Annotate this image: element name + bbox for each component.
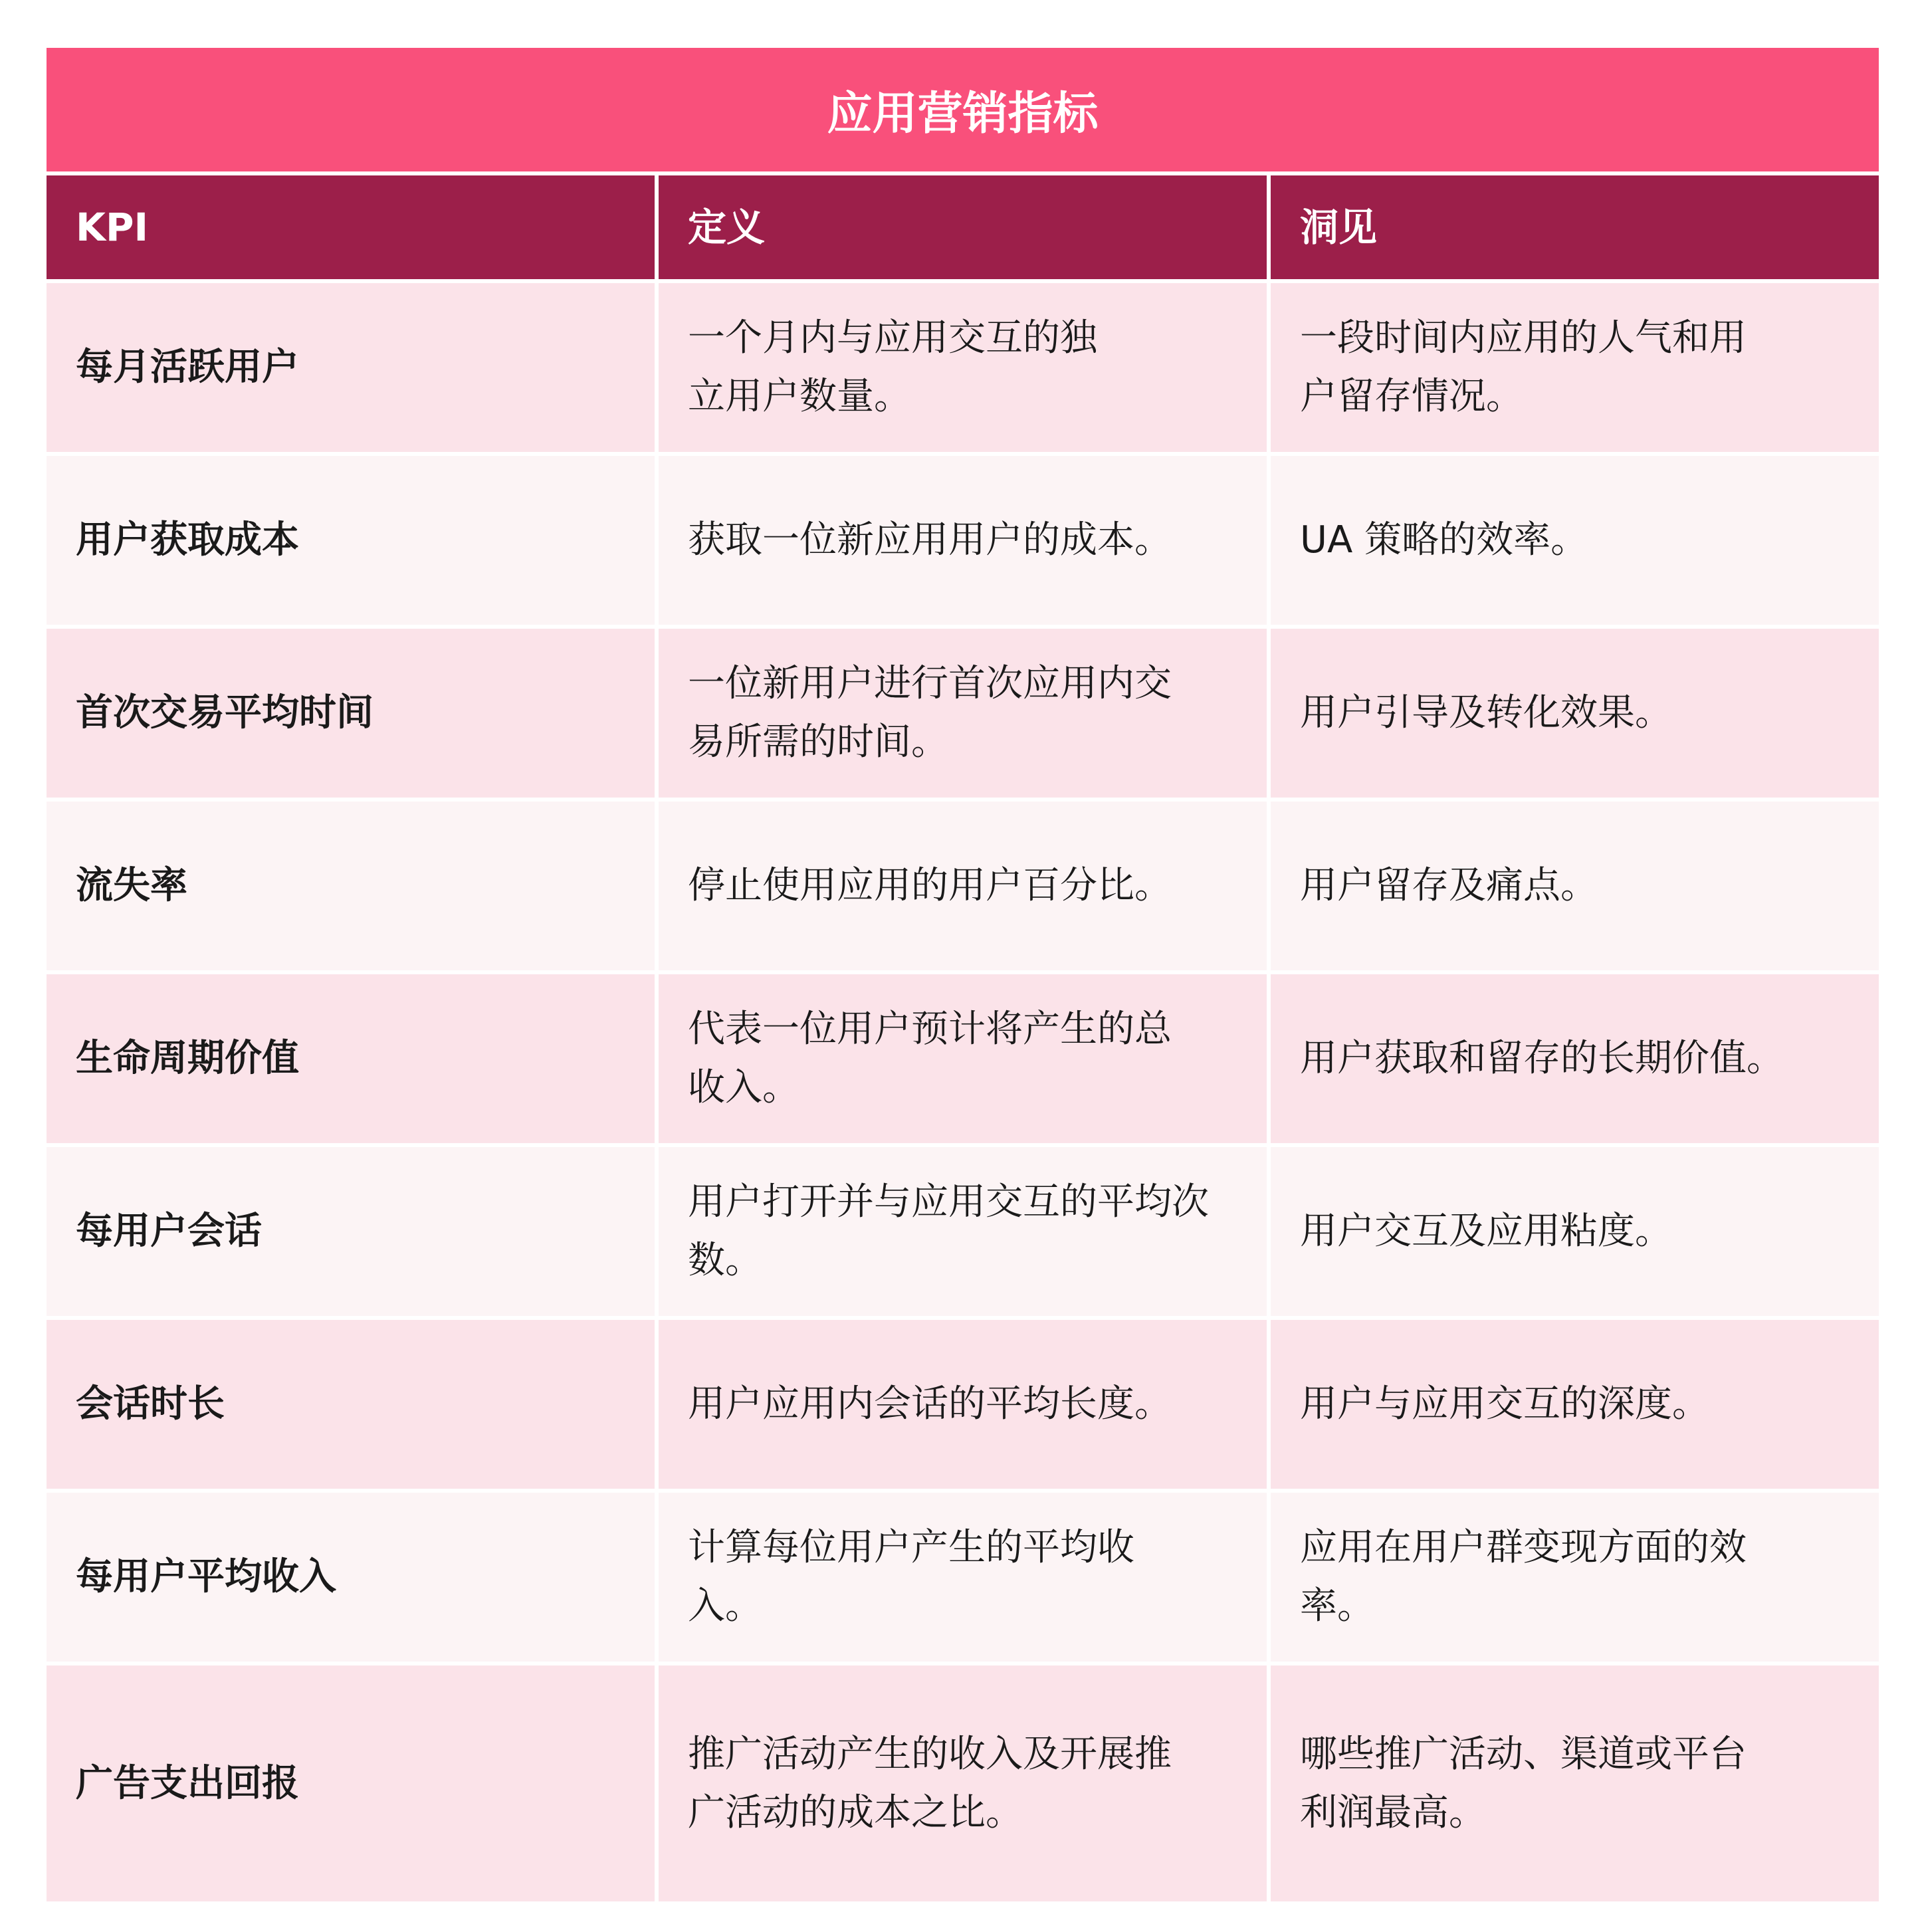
- insight-text: UA 策略的效率。: [1300, 518, 1588, 562]
- definition-text: 一个月内与应用交互的独立用户数量。: [688, 316, 1097, 418]
- kpi-cell: 生命周期价值: [47, 974, 655, 1143]
- definition-cell: [659, 283, 1267, 452]
- definition-cell: [659, 1320, 1267, 1489]
- insight-text: 应用在用户群变现方面的效率。: [1300, 1526, 1747, 1628]
- table-row: [47, 456, 1879, 625]
- kpi-cell: 首次交易平均时间: [47, 629, 655, 798]
- definition-text: 计算每位用户产生的平均收入。: [688, 1526, 1134, 1628]
- definition-cell: [659, 629, 1267, 798]
- definition-text: 获取一位新应用用户的成本。: [688, 518, 1172, 562]
- kpi-cell: 广告支出回报: [47, 1665, 655, 1901]
- table-row: [47, 283, 1879, 452]
- definition-cell: [659, 974, 1267, 1143]
- definition-cell: [659, 1665, 1267, 1901]
- insight-text: 一段时间内应用的人气和用户留存情况。: [1300, 316, 1747, 418]
- definition-cell: [659, 456, 1267, 625]
- insight-text: 用户获取和留存的长期价值。: [1300, 1037, 1784, 1080]
- definition-text: 用户打开并与应用交互的平均次数。: [688, 1180, 1209, 1282]
- definition-text: 用户应用内会话的平均长度。: [688, 1382, 1172, 1426]
- insight-cell: [1271, 456, 1879, 625]
- table-row: [47, 1493, 1879, 1662]
- kpi-cell: 每月活跃用户: [47, 283, 655, 452]
- table-title: 应用营销指标: [47, 48, 1879, 171]
- insight-text: 用户引导及转化效果。: [1300, 691, 1672, 734]
- header-kpi: KPI: [47, 175, 655, 279]
- insight-cell: [1271, 1147, 1879, 1316]
- table-row: [47, 802, 1879, 970]
- header-insight: 洞见: [1271, 175, 1879, 279]
- insight-cell: [1271, 1493, 1879, 1662]
- insight-cell: [1271, 1320, 1879, 1489]
- insight-text: 用户与应用交互的深度。: [1300, 1382, 1709, 1426]
- definition-text: 一位新用户进行首次应用内交易所需的时间。: [688, 662, 1172, 764]
- kpi-cell: 会话时长: [47, 1320, 655, 1489]
- kpi-cell: 用户获取成本: [47, 456, 655, 625]
- table-row: [47, 1147, 1879, 1316]
- kpi-table: [47, 48, 1879, 1901]
- table-row: [47, 974, 1879, 1143]
- table-header-row: [47, 175, 1879, 279]
- table-row: [47, 1665, 1879, 1901]
- kpi-cell: 流失率: [47, 802, 655, 970]
- insight-text: 用户留存及痛点。: [1300, 864, 1598, 907]
- insight-cell: [1271, 1665, 1879, 1901]
- insight-cell: [1271, 283, 1879, 452]
- definition-text: 推广活动产生的收入及开展推广活动的成本之比。: [688, 1732, 1172, 1834]
- insight-text: 用户交互及应用粘度。: [1300, 1210, 1672, 1253]
- table-row: [47, 629, 1879, 798]
- kpi-cell: 每用户会话: [47, 1147, 655, 1316]
- definition-cell: [659, 802, 1267, 970]
- insight-cell: [1271, 974, 1879, 1143]
- insight-cell: [1271, 629, 1879, 798]
- definition-cell: [659, 1147, 1267, 1316]
- definition-cell: [659, 1493, 1267, 1662]
- insight-cell: [1271, 802, 1879, 970]
- definition-text: 代表一位用户预计将产生的总收入。: [688, 1008, 1172, 1109]
- header-definition: 定义: [659, 175, 1267, 279]
- table-row: [47, 1320, 1879, 1489]
- kpi-cell: 每用户平均收入: [47, 1493, 655, 1662]
- insight-text: 哪些推广活动、渠道或平台利润最高。: [1300, 1732, 1747, 1834]
- definition-text: 停止使用应用的用户百分比。: [688, 864, 1172, 907]
